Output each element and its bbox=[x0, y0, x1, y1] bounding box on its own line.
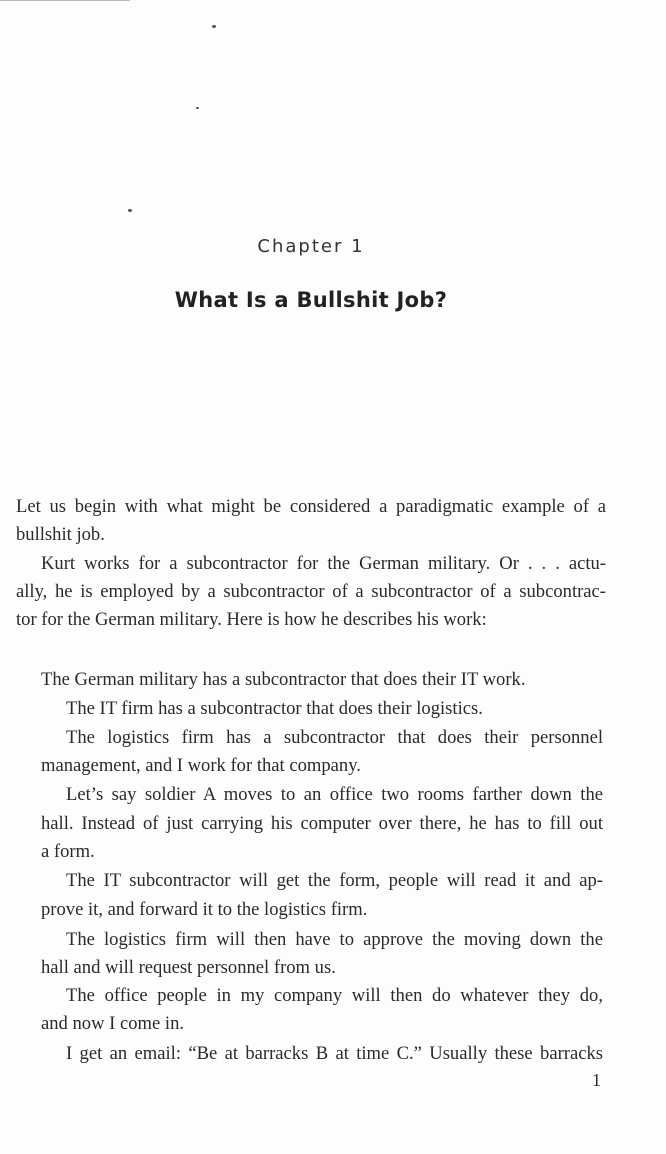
text-line: and now I come in. bbox=[41, 1013, 185, 1034]
text-line: tor for the German military. Here is how he describes his work: bbox=[16, 609, 487, 630]
text-line: The IT firm has a subcontractor that does their logistics. bbox=[66, 698, 483, 719]
chapter-label: Chapter 1 bbox=[257, 236, 365, 257]
text-line: The logistics firm has a subcontractor that does their personnel bbox=[66, 727, 603, 748]
text-line: prove it, and forward it to the logistics firm. bbox=[41, 899, 368, 920]
scan-speck bbox=[128, 209, 132, 212]
page-number: 1 bbox=[592, 1070, 601, 1090]
text-line: The German military has a subcontractor that does their IT work. bbox=[41, 669, 526, 690]
text-line: I get an email: “Be at barracks B at time C.” Usually these barracks bbox=[66, 1043, 603, 1064]
text-line: hall and will request personnel from us. bbox=[41, 957, 336, 978]
text-line: The office people in my company will then do whatever they do, bbox=[66, 985, 603, 1006]
text-line: ally, he is employed by a subcontractor of a subcontractor of a subcontrac- bbox=[16, 581, 606, 602]
text-line: Kurt works for a subcontractor for the German military. Or . . . actu- bbox=[41, 553, 606, 574]
scan-speck bbox=[196, 107, 199, 109]
text-line: Let’s say soldier A moves to an office two rooms farther down the bbox=[66, 784, 603, 805]
text-line: bullshit job. bbox=[16, 524, 105, 545]
scan-edge bbox=[0, 0, 130, 1]
chapter-title: What Is a Bullshit Job? bbox=[174, 288, 448, 312]
text-line: a form. bbox=[41, 841, 95, 862]
text-line: The logistics firm will then have to approve the moving down the bbox=[66, 929, 603, 950]
text-line: The IT subcontractor will get the form, people will read it and ap- bbox=[66, 870, 603, 891]
text-line: Let us begin with what might be considered a paradigmatic example of a bbox=[16, 496, 606, 517]
text-line: hall. Instead of just carrying his computer over there, he has to fill out bbox=[41, 813, 603, 834]
scan-speck bbox=[212, 25, 216, 28]
text-line: management, and I work for that company. bbox=[41, 755, 361, 776]
